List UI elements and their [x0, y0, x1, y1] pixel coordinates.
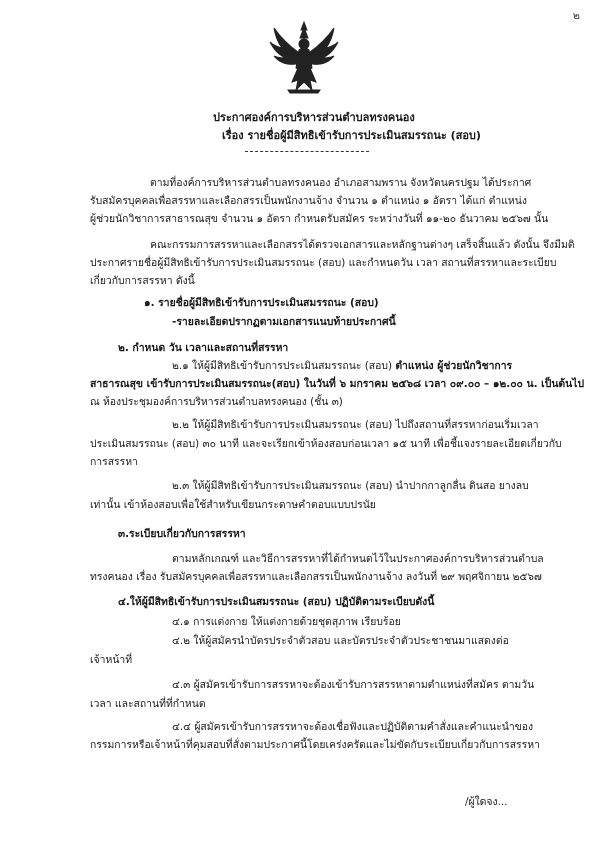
section-4-heading: ๔.ให้ผู้มีสิทธิเข้ารับการประเมินสมรรถนะ (สอบ) ปฏิบัติตามระเบียบดังนี้	[118, 596, 435, 608]
section-2-2-line: ประเมินสมรรถนะ (สอบ) ๓๐ นาที และจะเรียกเข้าห้องสอบก่อนเวลา ๑๕ นาที เพื่อชี้แจงรายละเอียดเกี่ยวกับ	[90, 438, 562, 450]
intro-line: ประกาศรายชื่อผู้มีสิทธิเข้ารับการประเมินสมรรถนะ (สอบ) และกำหนดวัน เวลา สถานที่สรรหาและระเบียบ	[90, 257, 557, 269]
section-2-1-line	[172, 358, 512, 374]
section-2-1-schedule: สาธารณสุข เข้ารับการประเมินสมรรถนะ(สอบ) ในวันที่ ๖ มกราคม ๒๕๖๘ เวลา ๐๙.๐๐ – ๑๒.๐๐ น. เป็นต้นไป	[90, 378, 585, 390]
section-4-item: ๔.๑ การแต่งกาย ให้แต่งกายด้วยชุดสุภาพ เรียบร้อย	[172, 616, 401, 628]
section-4-item: เวลา และสถานที่ที่กำหนด	[90, 698, 206, 710]
announcement-subject: เรื่อง รายชื่อผู้มีสิทธิเข้ารับการประเมินสมรรถนะ (สอบ)	[222, 129, 481, 142]
title-divider	[245, 151, 369, 152]
intro-line: รับสมัครบุคคลเพื่อสรรหาและเลือกสรรเป็นพนักงานจ้าง จำนวน ๑ ตำแหน่ง ๑ อัตรา ได้แก่ ตำแหน่ง	[90, 195, 527, 207]
section-2-1-text: ๒.๑ ให้ผู้มีสิทธิเข้ารับการประเมินสมรรถนะ (สอบ)	[172, 360, 396, 372]
section-2-2-line: ๒.๒ ให้ผู้มีสิทธิเข้ารับการประเมินสมรรถนะ (สอบ) ไปถึงสถานที่สรรหาก่อนเริ่มเวลา	[172, 419, 539, 431]
section-1-sub: -รายละเอียดปรากฏตามเอกสารแนบท้ายประกาศนี้	[172, 316, 396, 328]
section-4-item: ๔.๔ ผู้สมัครเข้ารับการสรรหาจะต้องเชื่อฟังและปฏิบัติตามคำสั่งและคำแนะนำของ	[172, 721, 534, 733]
section-4-item: กรรมการหรือเจ้าหน้าที่คุมสอบที่สั่งตามประกาศนี้โดยเคร่งครัดและไม่ขัดกับระเบียบเกี่ยวกับการสรรหา	[90, 739, 540, 751]
section-2-3-line: ๒.๓ ให้ผู้มีสิทธิเข้ารับการประเมินสมรรถนะ (สอบ) นำปากกาลูกลื่น ดินสอ ยางลบ	[172, 480, 529, 492]
section-4-item: ๔.๒ ให้ผู้สมัครนำบัตรประจำตัวสอบ และบัตรประจำตัวประชาชนมาแสดงต่อ	[172, 635, 509, 647]
garuda-emblem-icon	[268, 20, 340, 94]
section-2-3-line: เท่านั้น เข้าห้องสอบเพื่อใช้สำหรับเขียนกระดาษคำตอบแบบปรนัย	[90, 499, 376, 511]
page-number: ๒	[572, 9, 580, 22]
continued-marker: /ผู้ใดจง...	[465, 796, 508, 808]
section-1-heading: ๑. รายชื่อผู้มีสิทธิเข้ารับการประเมินสมรรถนะ (สอบ)	[144, 297, 379, 309]
section-3-line: ทรงคนอง เรื่อง รับสมัครบุคคลเพื่อสรรหาและเลือกสรรเป็นพนักงานจ้าง ลงวันที่ ๒๙ พฤศจิกายน ๒๕๖๗	[90, 571, 542, 583]
intro-line: เกี่ยวกับการสรรหา ดังนี้	[90, 275, 195, 287]
intro-line: ผู้ช่วยนักวิชาการสาธารณสุข จำนวน ๑ อัตรา กำหนดรับสมัคร ระหว่างวันที่ ๑๑-๒๐ ธันวาคม ๒๕๖๗ นั้น	[90, 213, 549, 225]
intro-line: คณะกรรมการสรรหาและเลือกสรรได้ตรวจเอกสารและหลักฐานต่างๆ เสร็จสิ้นแล้ว ดังนั้น จึงมีมติ	[150, 239, 575, 251]
section-4-item: ๔.๓ ผู้สมัครเข้ารับการสรรหาจะต้องเข้ารับการสรรหาตามตำแหน่งที่สมัคร ตามวัน	[172, 679, 535, 691]
section-2-2-line: การสรรหา	[90, 456, 138, 468]
section-2-1-venue: ณ ห้องประชุมองค์การบริหารส่วนตำบลทรงคนอง (ชั้น ๓)	[90, 396, 343, 408]
intro-line: ตามที่องค์การบริหารส่วนตำบลทรงคนอง อำเภอสามพราน จังหวัดนครปฐม ได้ประกาศ	[150, 177, 532, 189]
section-2-1-position: ตำแหน่ง ผู้ช่วยนักวิชาการ	[395, 360, 513, 372]
section-4-item: เจ้าหน้าที่	[90, 654, 133, 666]
section-3-heading: ๓.ระเบียบเกี่ยวกับการสรรหา	[118, 528, 246, 540]
section-3-line: ตามหลักเกณฑ์ และวิธีการสรรหาที่ได้กำหนดไว้ในประกาศองค์การบริหารส่วนตำบล	[172, 553, 544, 565]
announcement-title: ประกาศองค์การบริหารส่วนตำบลทรงคนอง	[213, 111, 415, 124]
section-2-heading: ๒. กำหนด วัน เวลาและสถานที่สรรหา	[118, 342, 289, 354]
